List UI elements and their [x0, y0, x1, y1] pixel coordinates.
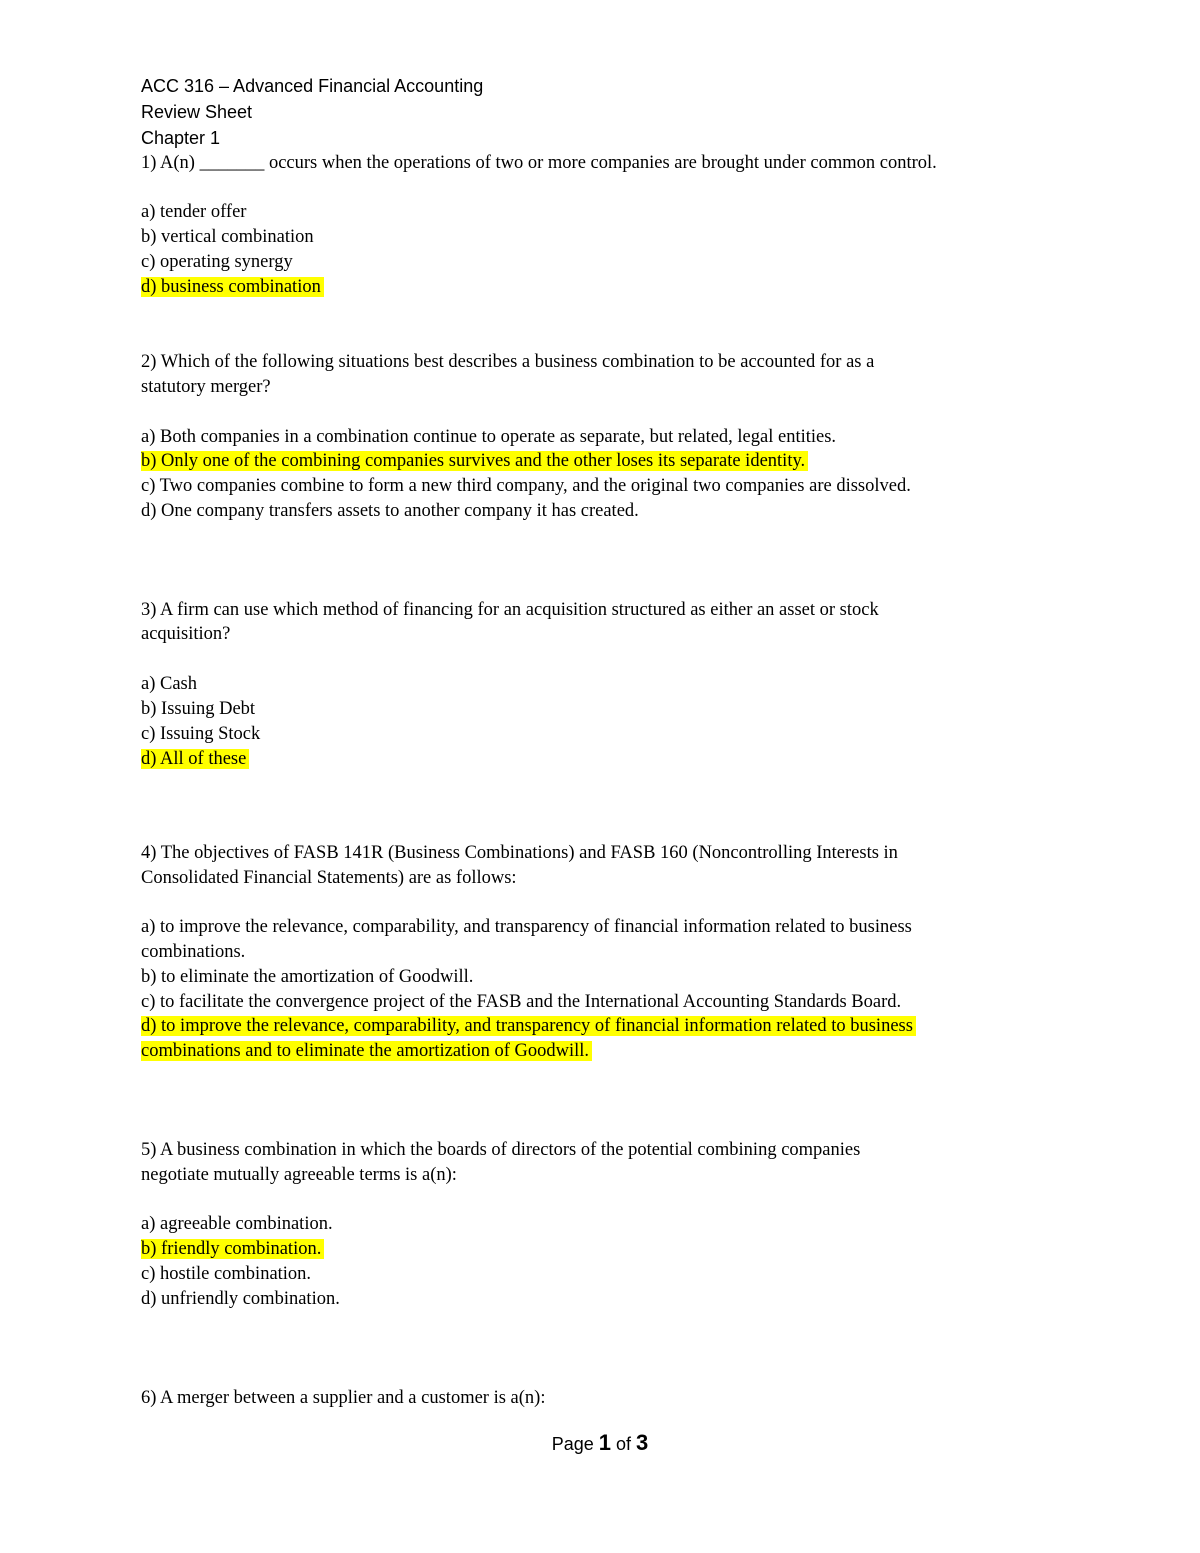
answer-option — [141, 1287, 340, 1311]
answer-option-correct — [141, 275, 324, 299]
page-word: Page — [551, 1434, 594, 1454]
question-stem — [141, 1386, 545, 1410]
question-stem-text: acquisition? — [141, 624, 231, 644]
answer-option — [141, 225, 314, 249]
answer-option-correct — [141, 1237, 324, 1261]
question-stem — [141, 350, 874, 374]
course-title: ACC 316 – Advanced Financial Accounting — [141, 76, 484, 96]
answer-option-correct — [141, 1014, 916, 1038]
answer-option-correct-text: d) All of these — [141, 749, 249, 769]
answer-option — [141, 672, 197, 696]
answer-option-text: c) to facilitate the convergence project of the FASB and the International Accounting Standards Board. — [141, 992, 902, 1012]
question-stem-text: 5) A business combination in which the boards of directors of the potential combining companies — [141, 1140, 861, 1160]
document-subtitle: Review Sheet — [141, 102, 253, 122]
answer-option — [141, 722, 260, 746]
question-stem — [141, 622, 230, 646]
question-stem-text: negotiate mutually agreeable terms is a(n): — [141, 1165, 457, 1185]
answer-option-correct-text: b) Only one of the combining companies survives and the other loses its separate identity. — [141, 451, 808, 471]
question-stem-text: 6) A merger between a supplier and a customer is a(n): — [141, 1388, 546, 1408]
answer-option — [141, 990, 901, 1014]
answer-option — [141, 1212, 333, 1236]
question-stem — [141, 841, 898, 865]
answer-option-text: b) to eliminate the amortization of Goodwill. — [141, 967, 474, 987]
answer-option — [141, 425, 836, 449]
answer-option-text: d) One company transfers assets to another company it has created. — [141, 501, 639, 521]
answer-option — [141, 965, 473, 989]
question-stem — [141, 598, 879, 622]
of-word: of — [616, 1434, 632, 1454]
chapter-heading: Chapter 1 — [141, 128, 221, 148]
answer-option-correct — [141, 449, 808, 473]
answer-option-correct — [141, 1039, 592, 1063]
answer-option-text: c) Issuing Stock — [141, 724, 261, 744]
answer-option-text: a) Both companies in a combination continue to operate as separate, but related, legal entities. — [141, 427, 837, 447]
answer-option — [141, 697, 255, 721]
question-stem-text: 3) A firm can use which method of financing for an acquisition structured as either an asset or stock — [141, 600, 879, 620]
question-stem — [141, 1138, 860, 1162]
page-total: 3 — [636, 1430, 649, 1455]
answer-option — [141, 200, 246, 224]
question-stem — [141, 866, 517, 890]
answer-option — [141, 474, 911, 498]
answer-option-correct — [141, 747, 249, 771]
answer-option — [141, 940, 245, 964]
question-stem — [141, 375, 271, 399]
answer-option — [141, 499, 639, 523]
answer-option-text: d) unfriendly combination. — [141, 1289, 340, 1309]
answer-option-text: b) vertical combination — [141, 227, 314, 247]
page-current: 1 — [598, 1430, 611, 1455]
question-stem — [141, 1163, 457, 1187]
answer-option-correct-text: d) to improve the relevance, comparability, and transparency of financial information related to business — [141, 1016, 916, 1036]
question-stem-text: 4) The objectives of FASB 141R (Business Combinations) and FASB 160 (Noncontrolling Interests in — [141, 843, 898, 863]
question-stem-text: Consolidated Financial Statements) are as follows: — [141, 868, 517, 888]
answer-option-text: c) Two companies combine to form a new third company, and the original two companies are dissolved. — [141, 476, 911, 496]
answer-option-text: c) hostile combination. — [141, 1264, 312, 1284]
answer-option-text: combinations. — [141, 942, 246, 962]
question-stem — [141, 151, 937, 175]
answer-option-text: a) to improve the relevance, comparability, and transparency of financial information related to business — [141, 917, 912, 937]
answer-option-text: a) agreeable combination. — [141, 1214, 333, 1234]
answer-option-correct-text: combinations and to eliminate the amortization of Goodwill. — [141, 1041, 592, 1061]
answer-option-text: a) tender offer — [141, 202, 247, 222]
question-stem-text: statutory merger? — [141, 377, 271, 397]
answer-option — [141, 250, 293, 274]
question-stem-text: 2) Which of the following situations best describes a business combination to be accounted for as a — [141, 352, 875, 372]
question-stem-text: 1) A(n) _______ occurs when the operations of two or more companies are brought under common control. — [141, 153, 937, 173]
answer-option-correct-text: d) business combination — [141, 277, 324, 297]
answer-option-text: c) operating synergy — [141, 252, 293, 272]
answer-option — [141, 1262, 311, 1286]
answer-option-correct-text: b) friendly combination. — [141, 1239, 324, 1259]
page-footer — [0, 1430, 1200, 1457]
answer-option-text: a) Cash — [141, 674, 197, 694]
answer-option-text: b) Issuing Debt — [141, 699, 256, 719]
answer-option — [141, 915, 912, 939]
